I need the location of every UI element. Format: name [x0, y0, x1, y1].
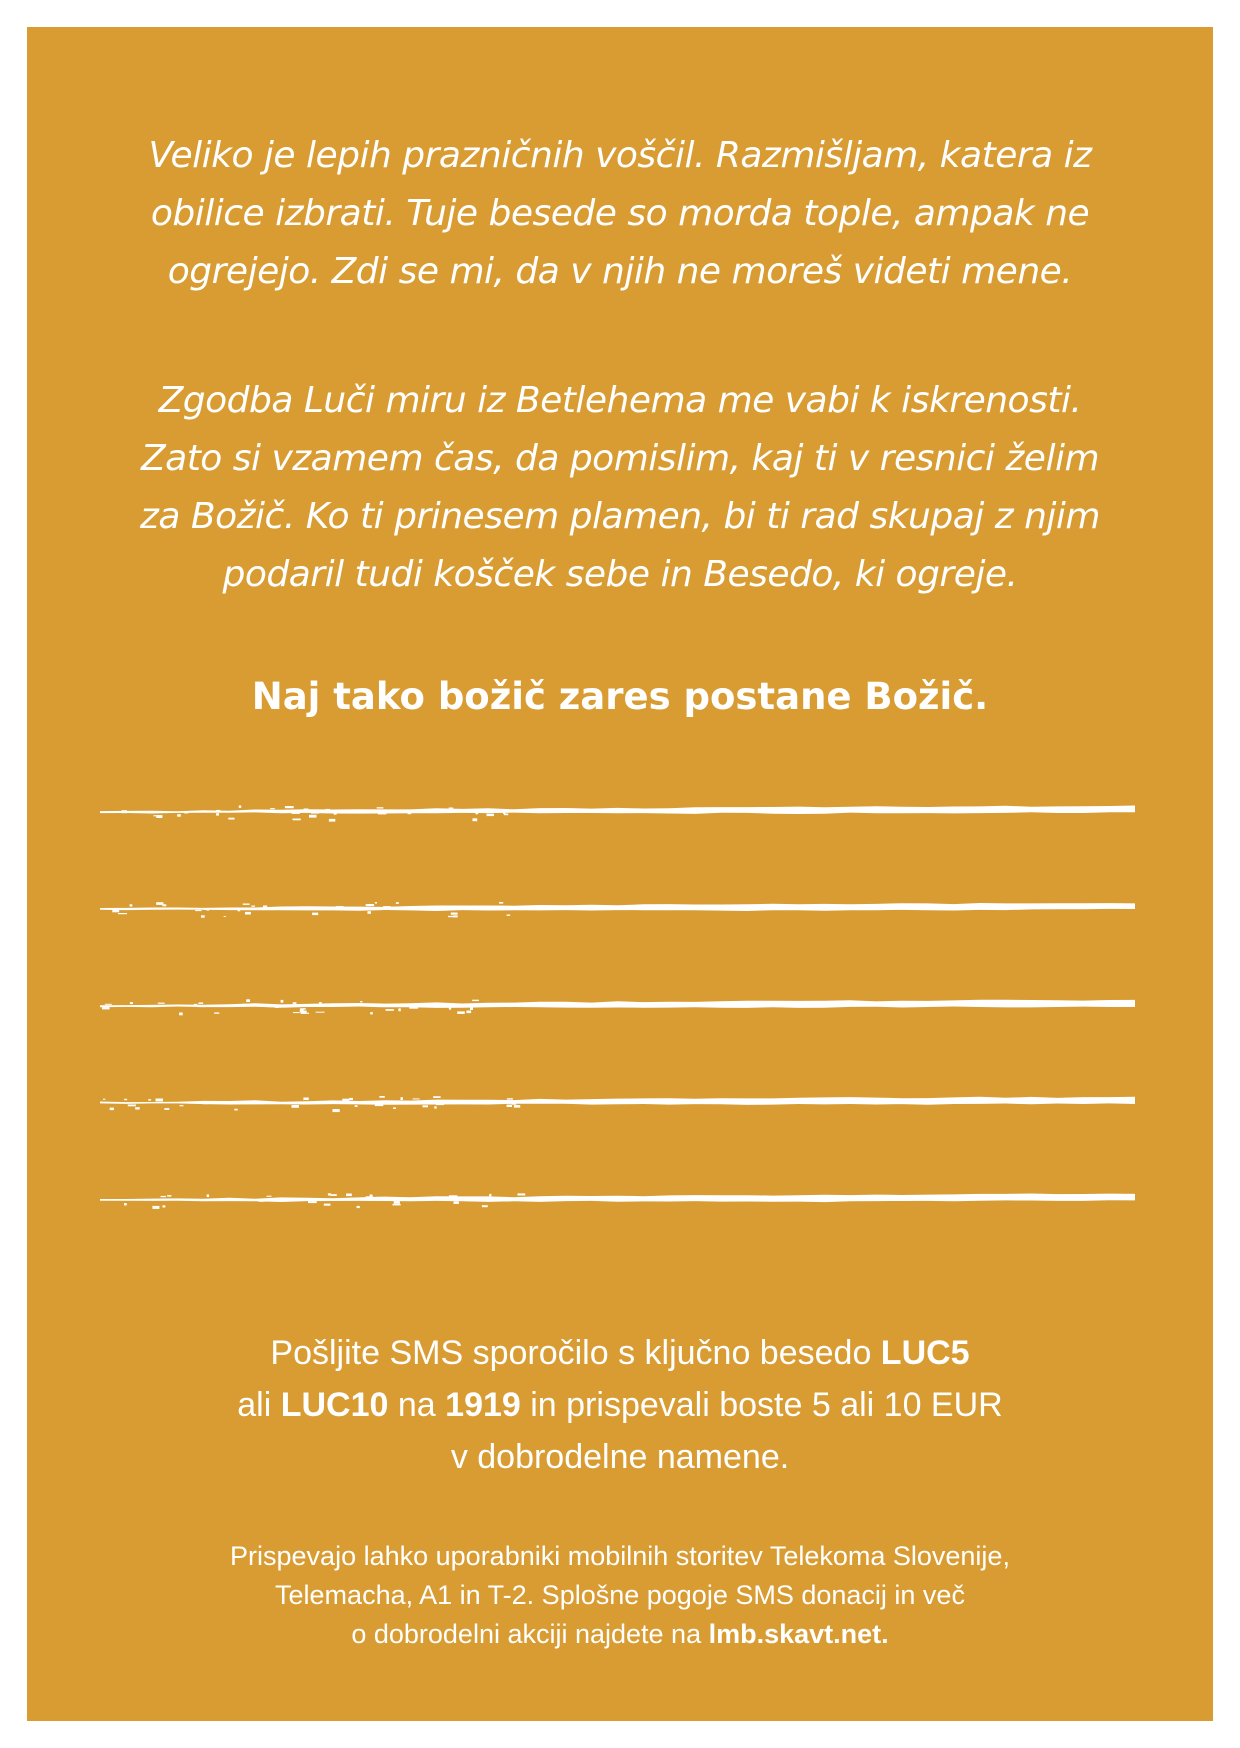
brush-speckle: [245, 912, 251, 915]
brush-speckle: [128, 1105, 136, 1107]
brush-speckle: [401, 1097, 403, 1100]
brush-speckle: [507, 915, 511, 916]
brush-speckle: [466, 1011, 471, 1014]
brush-speckle: [162, 904, 166, 906]
brush-speckle: [413, 1098, 420, 1099]
brush-speckle: [112, 910, 119, 912]
brush-speckle: [199, 1002, 204, 1004]
brush-speckle: [437, 811, 440, 812]
brush-speckle: [487, 814, 495, 816]
brush-speckle: [179, 1013, 183, 1016]
brush-speckle: [297, 908, 302, 909]
brush-speckle: [326, 809, 330, 811]
brush-speckle: [308, 1201, 317, 1203]
brush-speckle: [163, 1205, 166, 1207]
brush-speckle: [124, 1203, 127, 1205]
brush-speckle: [180, 1105, 184, 1106]
sms-keyword-luc5: LUC5: [880, 1334, 970, 1372]
brush-speckle: [216, 813, 219, 815]
brush-speckle: [238, 909, 241, 911]
brush-speckle: [386, 1009, 394, 1011]
brush-speckle: [375, 1104, 384, 1106]
brush-speckle: [514, 1105, 520, 1108]
intro-line: obilice izbrati. Tuje besede so morda tople, ampak ne: [150, 193, 1090, 234]
brush-speckle: [216, 810, 220, 811]
brush-speckle: [467, 1199, 470, 1202]
sms-line-2: ali LUC10 na 1919 in prispevali boste 5 ali 10 EUR: [237, 1386, 1003, 1424]
brush-speckle: [158, 1003, 165, 1004]
intro-line: Veliko je lepih prazničnih voščil. Razmišljam, katera iz: [148, 135, 1092, 176]
brush-speckle: [355, 1105, 358, 1107]
brush-speckle: [276, 1199, 281, 1200]
brush-speckle: [507, 1105, 512, 1107]
brush-speckle: [130, 1002, 133, 1004]
brush-speckle: [285, 806, 294, 808]
brush-speckle: [377, 807, 384, 808]
story-line: Zato si vzamem čas, da pomislim, kaj ti v resnici želim: [140, 438, 1100, 479]
brush-speckle: [342, 1099, 349, 1102]
brush-speckle: [316, 1012, 325, 1013]
sms-instructions: [27, 1327, 1213, 1483]
brush-speckle: [334, 813, 337, 815]
sms-line-3: v dobrodelne namene.: [450, 1438, 790, 1476]
brush-speckle: [292, 1105, 299, 1108]
brush-speckle: [292, 813, 300, 814]
brush-speckle: [304, 809, 309, 811]
brush-speckle: [449, 808, 453, 810]
brush-speckle: [346, 1194, 352, 1197]
brush-speckle: [368, 911, 371, 914]
brush-speckle: [118, 913, 127, 914]
brush-speckle: [499, 902, 503, 904]
brush-speckle: [504, 814, 508, 816]
brush-speckle: [230, 1200, 234, 1201]
brush-speckle: [239, 805, 241, 808]
brush-speckle: [243, 904, 250, 905]
brush-speckle: [489, 1194, 491, 1197]
brush-speckle: [207, 1194, 209, 1197]
brush-speckle: [130, 904, 133, 906]
brush-speckle: [472, 1000, 479, 1001]
brush-speckle: [228, 818, 234, 820]
brush-speckle: [161, 1196, 166, 1197]
brush-speckle: [366, 908, 374, 909]
fine-line-2: Telemacha, A1 in T-2. Splošne pogoje SMS donacij in več: [275, 1580, 965, 1610]
brush-speckle: [224, 916, 226, 917]
brush-speckle: [408, 812, 412, 814]
brush-speckle: [201, 915, 205, 917]
brush-speckle: [333, 1109, 340, 1112]
brush-speckle: [110, 1108, 114, 1111]
website-link[interactable]: lmb.skavt.net.: [708, 1619, 889, 1649]
brush-speckle: [301, 1011, 307, 1014]
brush-speckle: [433, 1096, 440, 1098]
brush-speckle: [324, 1204, 331, 1206]
brush-speckle: [194, 1004, 197, 1006]
story-line: podaril tudi košček sebe in Besedo, ki ogreje.: [222, 554, 1018, 595]
brush-speckle: [167, 1195, 171, 1197]
brush-speckle: [499, 906, 507, 908]
brush-speckle: [148, 1099, 151, 1101]
brush-speckle: [234, 1109, 237, 1111]
brush-speckle: [366, 1196, 374, 1198]
brush-speckle: [434, 1106, 436, 1108]
brush-speckle: [329, 819, 335, 822]
brush-speckle: [275, 1007, 279, 1008]
brush-speckle: [267, 1196, 272, 1197]
brush-stroke: [100, 1097, 1135, 1105]
brush-speckle: [195, 910, 201, 911]
brush-speckle: [449, 1007, 451, 1009]
sms-line-1: Pošljite SMS sporočilo s ključno besedo LUC5: [270, 1334, 970, 1372]
writing-line: [100, 999, 1135, 1015]
brush-speckle: [379, 1096, 384, 1098]
brush-speckle: [357, 1206, 360, 1208]
brush-speckle: [370, 1012, 373, 1014]
brush-speckle: [328, 1193, 331, 1195]
brush-speckle: [281, 1000, 284, 1003]
brush-speckle: [482, 1205, 488, 1207]
story-line: za Božič. Ko ti prinesem plamen, bi ti rad skupaj z njim: [140, 496, 1100, 537]
brush-speckle: [518, 1193, 526, 1195]
card: [27, 27, 1213, 1721]
writing-line: [100, 805, 1135, 821]
brush-speckle: [393, 1204, 401, 1206]
brush-speckle: [360, 1001, 362, 1002]
brush-speckle: [311, 811, 319, 813]
brush-speckle: [457, 1011, 465, 1014]
fine-line-1: Prispevajo lahko uporabniki mobilnih storitev Telekoma Slovenije,: [230, 1541, 1010, 1571]
brush-speckle: [309, 815, 317, 818]
brush-speckle: [470, 1008, 473, 1011]
brush-speckle: [394, 1201, 400, 1204]
fine-line-3: o dobrodelni akciji najdete na lmb.skavt.net.: [351, 1619, 889, 1649]
brush-speckle: [156, 902, 163, 905]
brush-speckle: [508, 1198, 510, 1199]
story-line: Zgodba Luči miru iz Betlehema me vabi k iskrenosti.: [158, 380, 1082, 421]
brush-speckle: [263, 906, 267, 909]
brush-speckle: [184, 812, 188, 813]
sms-number: 1919: [445, 1386, 521, 1424]
brush-speckle: [105, 1004, 112, 1005]
writing-line: [100, 1096, 1135, 1112]
brush-speckle: [319, 1002, 322, 1005]
writing-line: [100, 1193, 1135, 1209]
brush-speckle: [156, 1099, 164, 1102]
brush-speckle: [375, 902, 377, 903]
intro-line: ogrejejo. Zdi se mi, da v njih ne moreš videti mene.: [167, 251, 1073, 292]
brush-speckle: [102, 1007, 109, 1009]
brush-speckle: [300, 1008, 306, 1009]
brush-speckle: [135, 1107, 140, 1109]
brush-speckle: [177, 814, 181, 817]
writing-line: [100, 902, 1135, 918]
brush-speckle: [330, 1194, 337, 1196]
brush-speckle: [152, 1206, 159, 1209]
brush-speckle: [203, 1102, 207, 1104]
brush-speckle: [374, 811, 381, 814]
brush-speckle: [122, 810, 127, 813]
brush-speckle: [293, 1002, 297, 1004]
brush-speckle: [383, 906, 391, 908]
brush-speckle: [312, 913, 318, 916]
brush-speckle: [197, 1006, 206, 1007]
brush-speckle: [349, 1098, 353, 1100]
brush-speckle: [409, 1006, 418, 1009]
brush-stroke: [100, 806, 1135, 815]
brush-speckle: [156, 815, 162, 818]
brush-speckle: [124, 1099, 127, 1100]
brush-speckle: [436, 1104, 444, 1106]
brush-speckle: [204, 909, 207, 910]
brush-speckle: [246, 999, 250, 1002]
brush-speckle: [207, 909, 210, 911]
brush-stroke: [100, 903, 1135, 911]
brush-speckle: [423, 1105, 429, 1107]
brush-speckle: [451, 913, 458, 915]
fine-print: [27, 1537, 1213, 1654]
brush-speckle: [449, 1195, 458, 1198]
brush-speckle: [303, 1098, 308, 1101]
brush-speckle: [393, 1107, 396, 1109]
brush-speckle: [366, 904, 374, 906]
brush-speckle: [103, 1099, 105, 1100]
brush-speckle: [507, 1098, 513, 1099]
brush-speckle: [512, 1103, 517, 1104]
brush-speckle: [259, 1200, 265, 1201]
brush-speckle: [454, 1201, 459, 1204]
headline: Naj tako božič zares postane Božič.: [251, 675, 989, 718]
brush-speckle: [293, 1012, 300, 1013]
brush-speckle: [164, 1108, 169, 1110]
brush-speckle: [398, 1008, 400, 1011]
brush-speckle: [502, 1200, 510, 1202]
brush-speckle: [336, 906, 344, 909]
brush-speckle: [396, 902, 399, 904]
brush-speckle: [473, 818, 478, 821]
brush-speckle: [251, 906, 255, 907]
sms-keyword-luc10: LUC10: [280, 1386, 389, 1424]
brush-speckle: [476, 813, 479, 814]
brush-speckle: [214, 1012, 219, 1013]
brush-speckle: [293, 819, 301, 821]
brush-stroke: [100, 1000, 1135, 1008]
brush-stroke: [100, 1194, 1135, 1203]
brush-speckle: [453, 915, 458, 917]
brush-speckle: [270, 808, 275, 809]
